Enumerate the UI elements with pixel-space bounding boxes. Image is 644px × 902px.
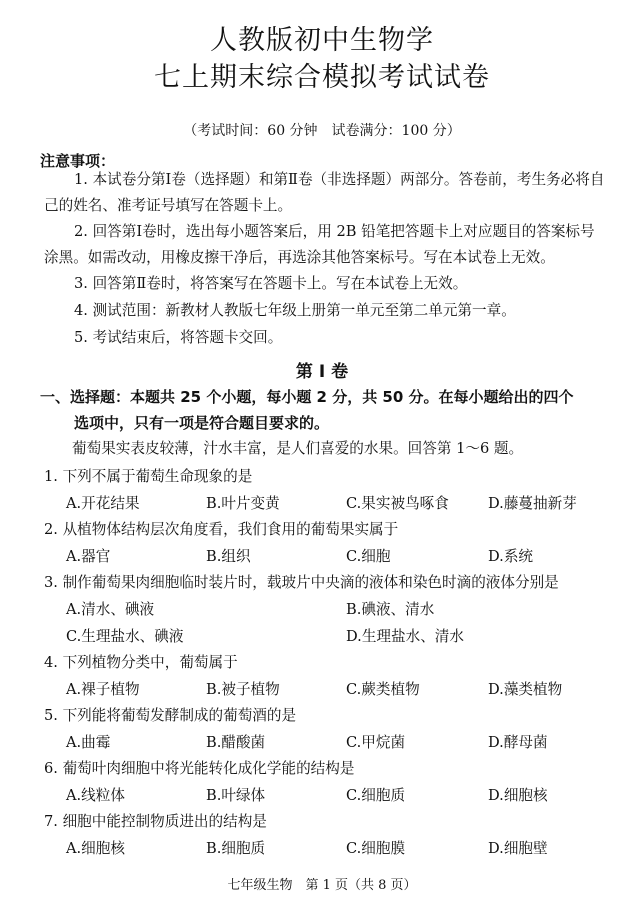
option-d: D.细胞核 [488, 787, 548, 804]
option-b: B.组织 [206, 548, 251, 565]
page-footer: 七年级生物 第 1 页（共 8 页） [227, 878, 417, 893]
question-stem: 1. 下列不属于葡萄生命现象的是 [44, 468, 253, 485]
option-c: C.细胞膜 [346, 840, 406, 857]
option-b: B.醋酸菌 [206, 734, 266, 751]
option-d: D.细胞壁 [488, 840, 548, 857]
question-options [66, 598, 626, 620]
question-stem: 6. 葡萄叶肉细胞中将光能转化成化学能的结构是 [44, 760, 355, 777]
question-stem: 3. 制作葡萄果肉细胞临时装片时，载玻片中央滴的液体和染色时滴的液体分别是 [44, 574, 559, 591]
option-a: A.曲霉 [66, 734, 111, 751]
exam-info: （考试时间：60 分钟 试卷满分：100 分） [183, 123, 461, 139]
option-b: B.叶绿体 [206, 787, 266, 804]
option-a: A.线粒体 [66, 787, 125, 804]
notice-heading: 注意事项： [40, 152, 116, 170]
part1-heading [40, 384, 614, 436]
option-b: B.细胞质 [206, 840, 266, 857]
option-c: C.生理盐水、碘液 [66, 628, 184, 645]
option-d: D.酵母菌 [488, 734, 548, 751]
option-b: B.被子植物 [206, 681, 280, 698]
option-c: C.果实被鸟啄食 [346, 495, 449, 512]
part1-intro: 葡萄果实表皮较薄，汁水丰富，是人们喜爱的水果。回答第 1～6 题。 [72, 440, 524, 457]
option-a: A.清水、碘液 [66, 601, 155, 618]
question-stem: 2. 从植物体结构层次角度看，我们食用的葡萄果实属于 [44, 521, 399, 538]
question-options [66, 837, 626, 859]
question-options [66, 678, 626, 700]
part1-heading-line2: 选项中，只有一项是符合题目要求的。 [74, 414, 330, 432]
part1-heading-line1: 一、选择题：本题共 25 个小题，每小题 2 分，共 50 分。在每小题给出的四个 [40, 388, 574, 406]
option-d: D.系统 [488, 548, 534, 565]
notice-item-4: 4. 测试范围：新教材人教版七年级上册第一单元至第二单元第一章。 [74, 302, 516, 319]
section-title: 第 Ⅰ 卷 [295, 362, 349, 382]
exam-title-line1: 人教版初中生物学 [210, 25, 434, 56]
notice-item-3: 3. 回答第Ⅱ卷时，将答案写在答题卡上。写在本试卷上无效。 [74, 275, 468, 292]
option-a: A.裸子植物 [66, 681, 140, 698]
option-a: A.开花结果 [66, 495, 140, 512]
notice-item-1: 1. 本试卷分第Ⅰ卷（选择题）和第Ⅱ卷（非选择题）两部分。答卷前，考生务必将自己的姓名、准考证号填写在答题卡上。 [44, 171, 605, 214]
question-stem: 5. 下列能将葡萄发酵制成的葡萄酒的是 [44, 707, 297, 724]
option-d: D.藤蔓抽新芽 [488, 495, 577, 512]
option-b: B.碘液、清水 [346, 601, 435, 618]
notice-item-2: 2. 回答第Ⅰ卷时，选出每小题答案后，用 2B 铅笔把答题卡上对应题目的答案标号涂黑。如需改动，用橡皮擦干净后，再选涂其他答案标号。写在本试卷上无效。 [44, 223, 595, 266]
question-options [66, 492, 626, 514]
question-options [66, 625, 626, 647]
question-stem: 7. 细胞中能控制物质进出的结构是 [44, 813, 267, 830]
option-c: C.甲烷菌 [346, 734, 406, 751]
option-d: D.藻类植物 [488, 681, 563, 698]
option-d: D.生理盐水、清水 [346, 628, 464, 645]
option-c: C.细胞 [346, 548, 391, 565]
question-options [66, 731, 626, 753]
question-stem: 4. 下列植物分类中，葡萄属于 [44, 654, 238, 671]
question-options [66, 545, 626, 567]
option-c: C.细胞质 [346, 787, 406, 804]
option-a: A.器官 [66, 548, 111, 565]
exam-title-line2: 七上期末综合模拟考试试卷 [154, 62, 490, 93]
notice-item-5: 5. 考试结束后，将答题卡交回。 [74, 329, 283, 346]
option-a: A.细胞核 [66, 840, 125, 857]
question-options [66, 784, 626, 806]
option-c: C.蕨类植物 [346, 681, 420, 698]
option-b: B.叶片变黄 [206, 495, 280, 512]
